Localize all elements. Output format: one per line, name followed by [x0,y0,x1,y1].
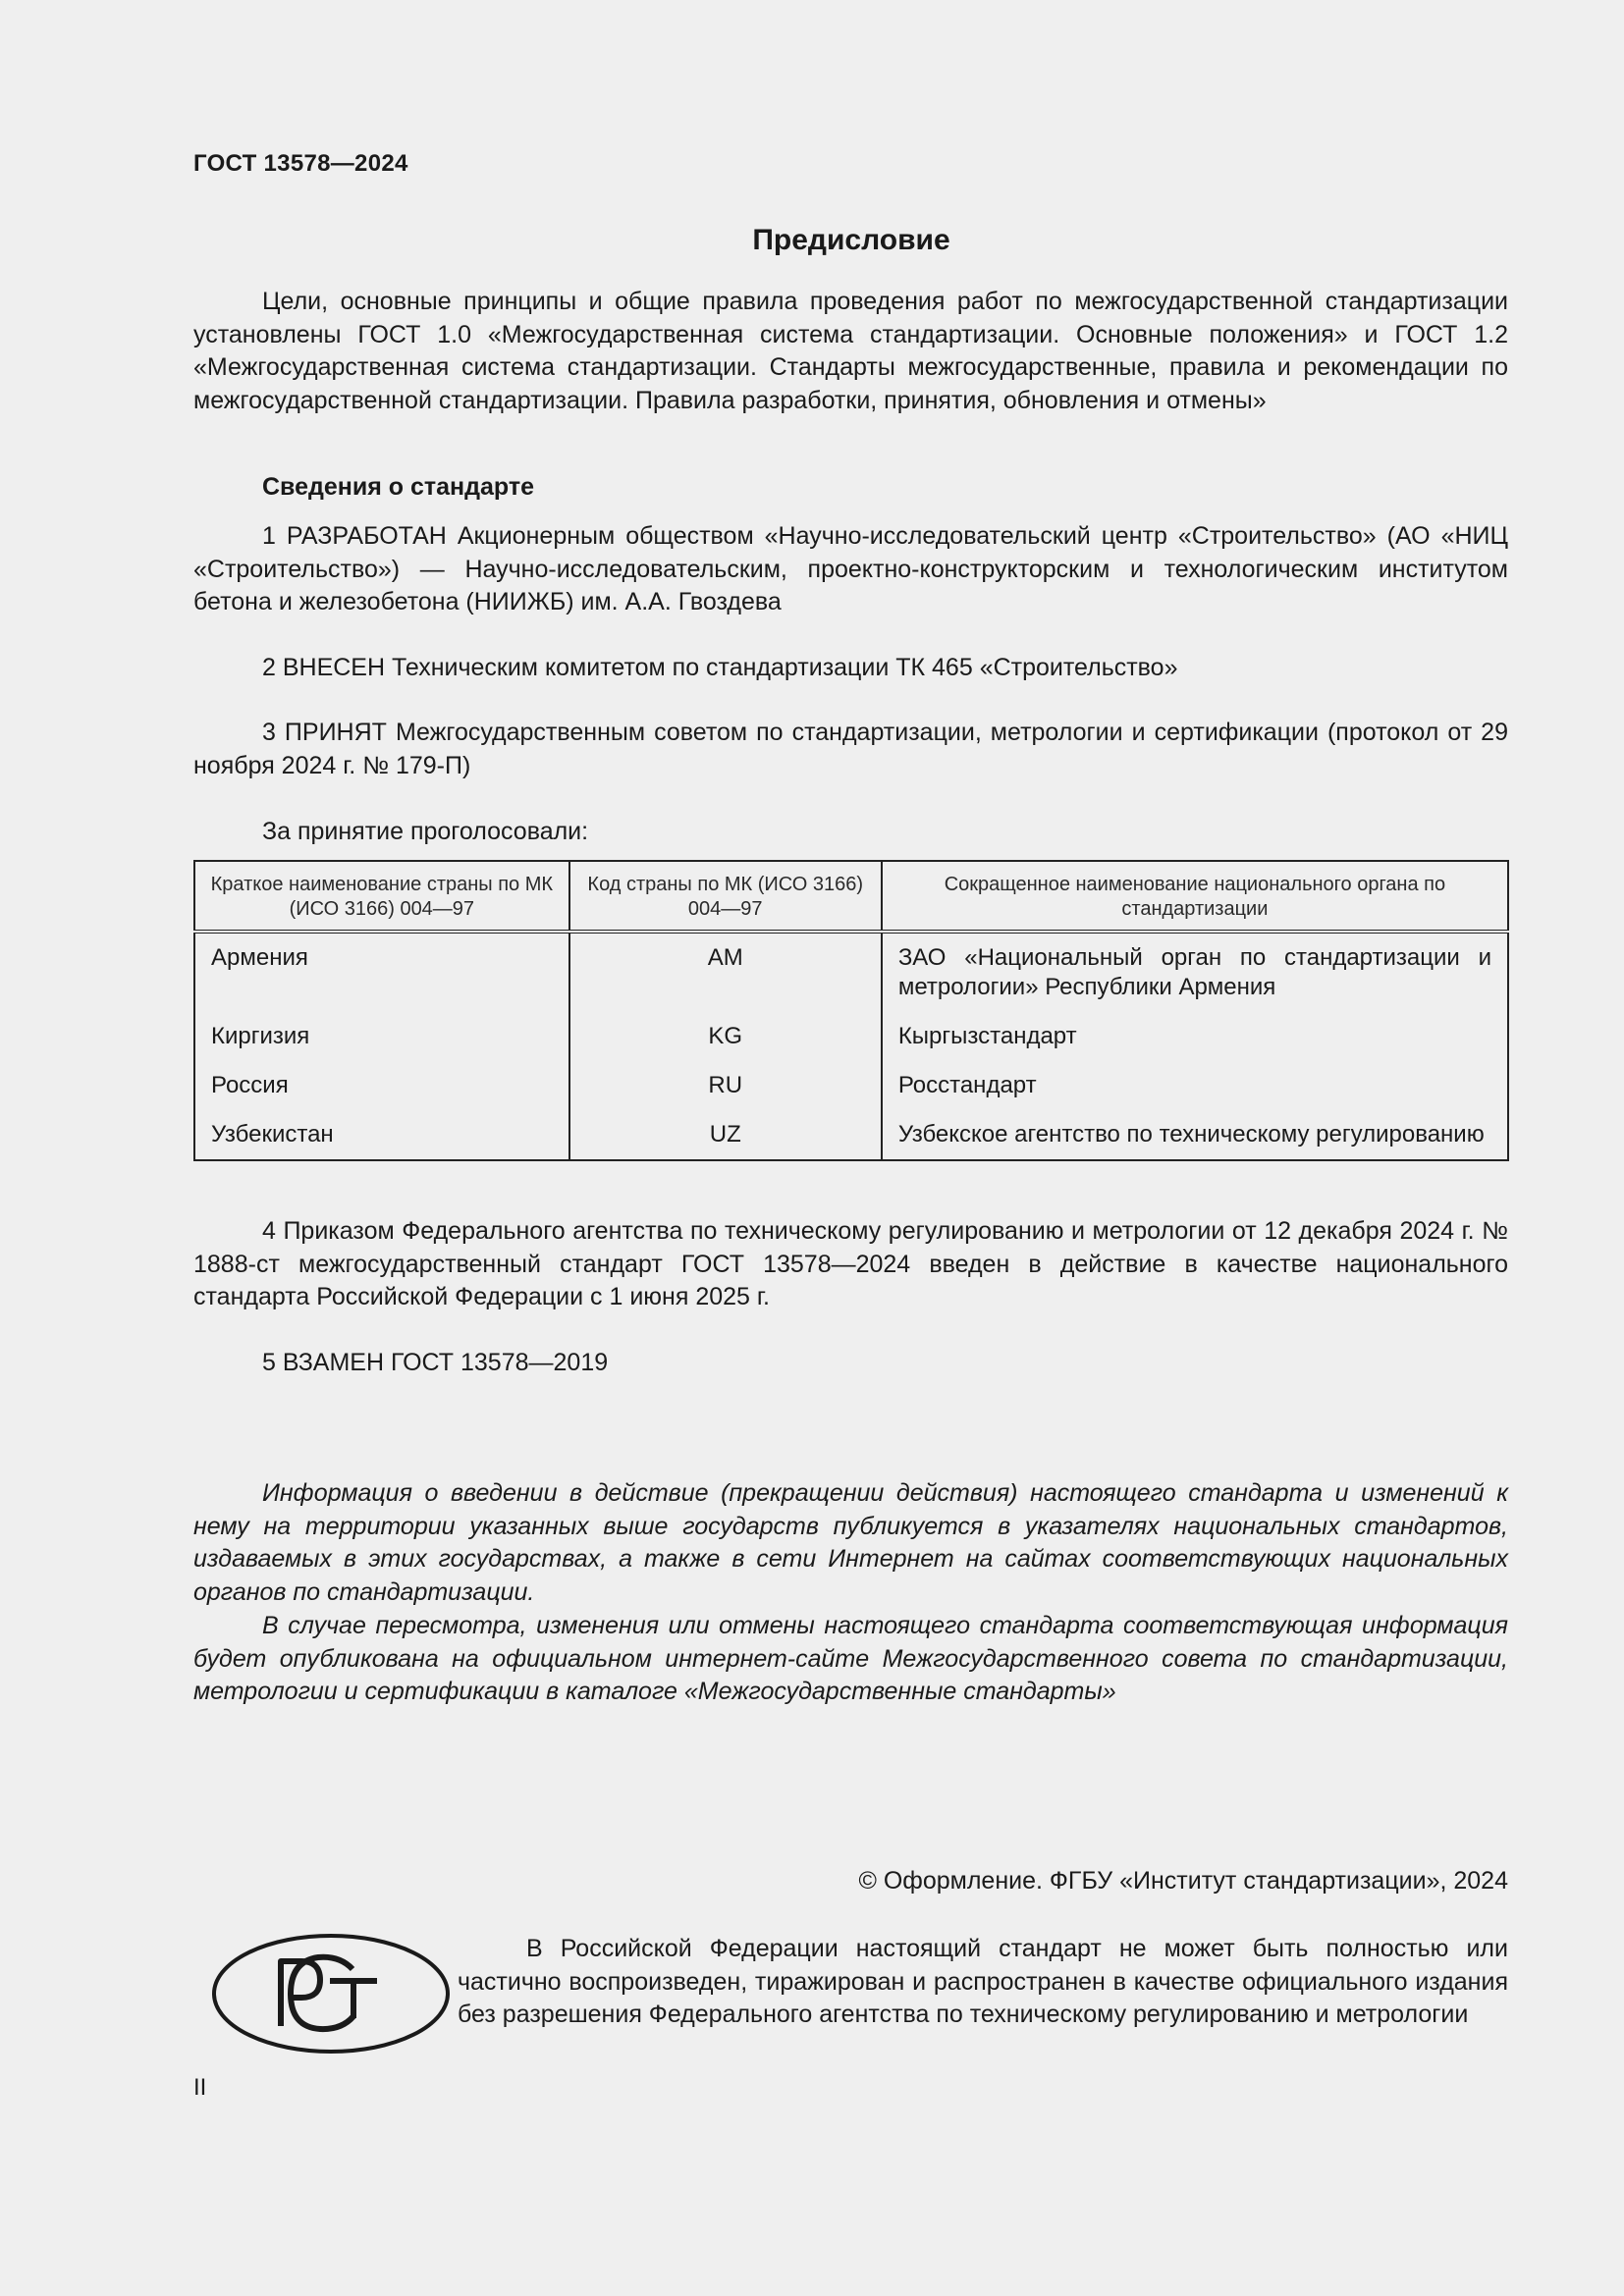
item-developed: 1 РАЗРАБОТАН Акционерным обществом «Научно-исследовательский центр «Строительство» (АО «НИЦ «Строительство») — Научно-исследовательским, проектно-конструкторским и технологическим институтом бетона и железобетона (НИИЖБ) им. А.А. Гвоздева [193,522,1508,615]
cell-country: Россия [194,1061,569,1110]
cell-code: UZ [569,1110,882,1160]
info-heading: Сведения о стандарте [262,473,535,501]
cell-body: ЗАО «Национальный орган по стандартизации и метрологии» Республики Армения [897,944,1491,1000]
table-row [194,1110,1508,1160]
header-code: Код страны по МК (ИСО 3166) 004—97 [569,861,882,932]
cell-code: AM [569,932,882,1012]
copyright-notice: © Оформление. ФГБУ «Институт стандартизации», 2024 [858,1867,1508,1895]
rst-certification-mark-icon [210,1932,452,2056]
cell-country: Армения [194,932,569,1012]
voted-label: За принятие проголосовали: [262,818,589,845]
item-adopted: 3 ПРИНЯТ Межгосударственным советом по стандартизации, метрологии и сертификации (протокол от 29 ноября 2024 г. № 179-П) [193,719,1508,779]
cell-code: KG [569,1012,882,1061]
cell-code: RU [569,1061,882,1110]
table-row [194,1061,1508,1110]
header-country: Краткое наименование страны по МК (ИСО 3166) 004—97 [194,861,569,932]
note-introduction-info: Информация о введении в действие (прекращении действия) настоящего стандарта и изменений к нему на территории указанных выше государств публикуется в указателях национальных стандартов, издаваемых в этих государствах, а также в сети Интернет на сайтах соответствующих национальных органов по стандартизации. [193,1479,1508,1606]
item-replaces: 5 ВЗАМЕН ГОСТ 13578—2019 [262,1349,609,1376]
item-submitted: 2 ВНЕСЕН Техническим комитетом по стандартизации ТК 465 «Строительство» [262,654,1178,681]
voting-table [193,860,1509,1161]
page-title: Предисловие [752,224,950,256]
table-row [194,1012,1508,1061]
intro-paragraph: Цели, основные принципы и общие правила проведения работ по межгосударственной стандартизации установлены ГОСТ 1.0 «Межгосударственная система стандартизации. Основные положения» и ГОСТ 1.2 «Межгосударственная система стандартизации. Стандарты межгосударственные, правила и рекомендации по межгосударственной стандартизации. Правила разработки, принятия, обновления и отмены» [193,288,1508,414]
cell-body: Росстандарт [897,1072,1037,1098]
note-revision-info: В случае пересмотра, изменения или отмены настоящего стандарта соответствующая информация будет опубликована на официальном интернет-сайте Межгосударственного совета по стандартизации, метрологии и сертификации в каталоге «Межгосударственные стандарты» [193,1612,1508,1705]
document-code: ГОСТ 13578—2024 [193,150,408,177]
rights-notice: В Российской Федерации настоящий стандарт не может быть полностью или частично воспроизведен, тиражирован и распространен в качестве официального издания без разрешения Федерального агентства по техническому регулированию и метрологии [458,1935,1508,2028]
cell-country: Киргизия [194,1012,569,1061]
item-order: 4 Приказом Федерального агентства по техническому регулированию и метрологии от 12 декабря 2024 г. № 1888-ст межгосударственный стандарт ГОСТ 13578—2024 введен в действие в качестве национального стандарта Российской Федерации с 1 июня 2025 г. [193,1217,1508,1310]
table-header-row [194,861,1508,932]
cell-body: Узбекское агентство по техническому регулированию [897,1121,1485,1148]
page-number: II [193,2074,207,2101]
cell-body: Кыргызстандарт [897,1023,1077,1049]
header-body: Сокращенное наименование национального органа по стандартизации [882,861,1508,932]
cell-country: Узбекистан [194,1110,569,1160]
table-row [194,932,1508,1012]
